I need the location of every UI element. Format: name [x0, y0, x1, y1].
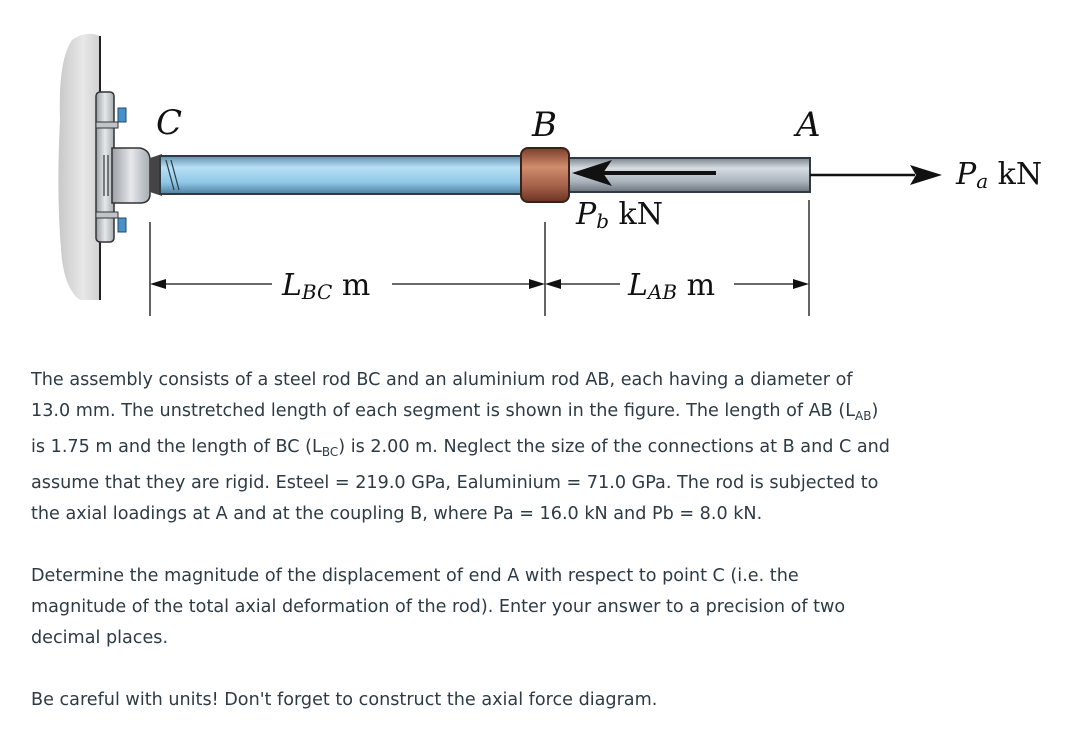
label-lab: LAB m	[628, 268, 716, 304]
wall-support	[58, 34, 100, 300]
label-pa: Pa kN	[956, 157, 1043, 193]
rod-assembly-figure	[0, 0, 1088, 340]
mounting-bracket	[96, 92, 162, 242]
label-lbc: LBC m	[282, 268, 371, 304]
coupling-b	[521, 148, 569, 202]
problem-paragraph-3: Be careful with units! Don't forget to construct the axial force diagram.	[31, 690, 658, 710]
problem-paragraph-2: Determine the magnitude of the displacement of end A with respect to point C (i.e. the magnitude of the total axial deformation of the rod). Enter your answer to a precision of two decimal places.	[31, 566, 846, 648]
steel-rod-bc	[160, 156, 522, 194]
label-pb: Pb kN	[576, 197, 663, 233]
problem-paragraph-1: The assembly consists of a steel rod BC and an aluminium rod AB, each having a diameter of 13.0 mm. The unstretched length of each segment is shown in the figure. The length of AB $(L_{AB})$ is 1.75 m and the length of BC $(L_{BC})$ is 2.00 m. Neglect the size of the connections at B and C and assume that they are rigid. Esteel = 219.0 GPa, Ealuminium = 71.0 GPa. The rod is subjected to the axial loadings at A and at the coupling B, where Pa = 16.0 kN and Pb = 8.0 kN.	[31, 370, 890, 524]
load-arrow-pa	[810, 165, 942, 185]
bolt-icon	[118, 218, 126, 232]
label-b: B	[532, 105, 557, 145]
bolt-icon	[118, 108, 126, 122]
label-c: C	[156, 103, 183, 143]
problem-text	[31, 365, 891, 716]
label-a: A	[796, 105, 821, 145]
